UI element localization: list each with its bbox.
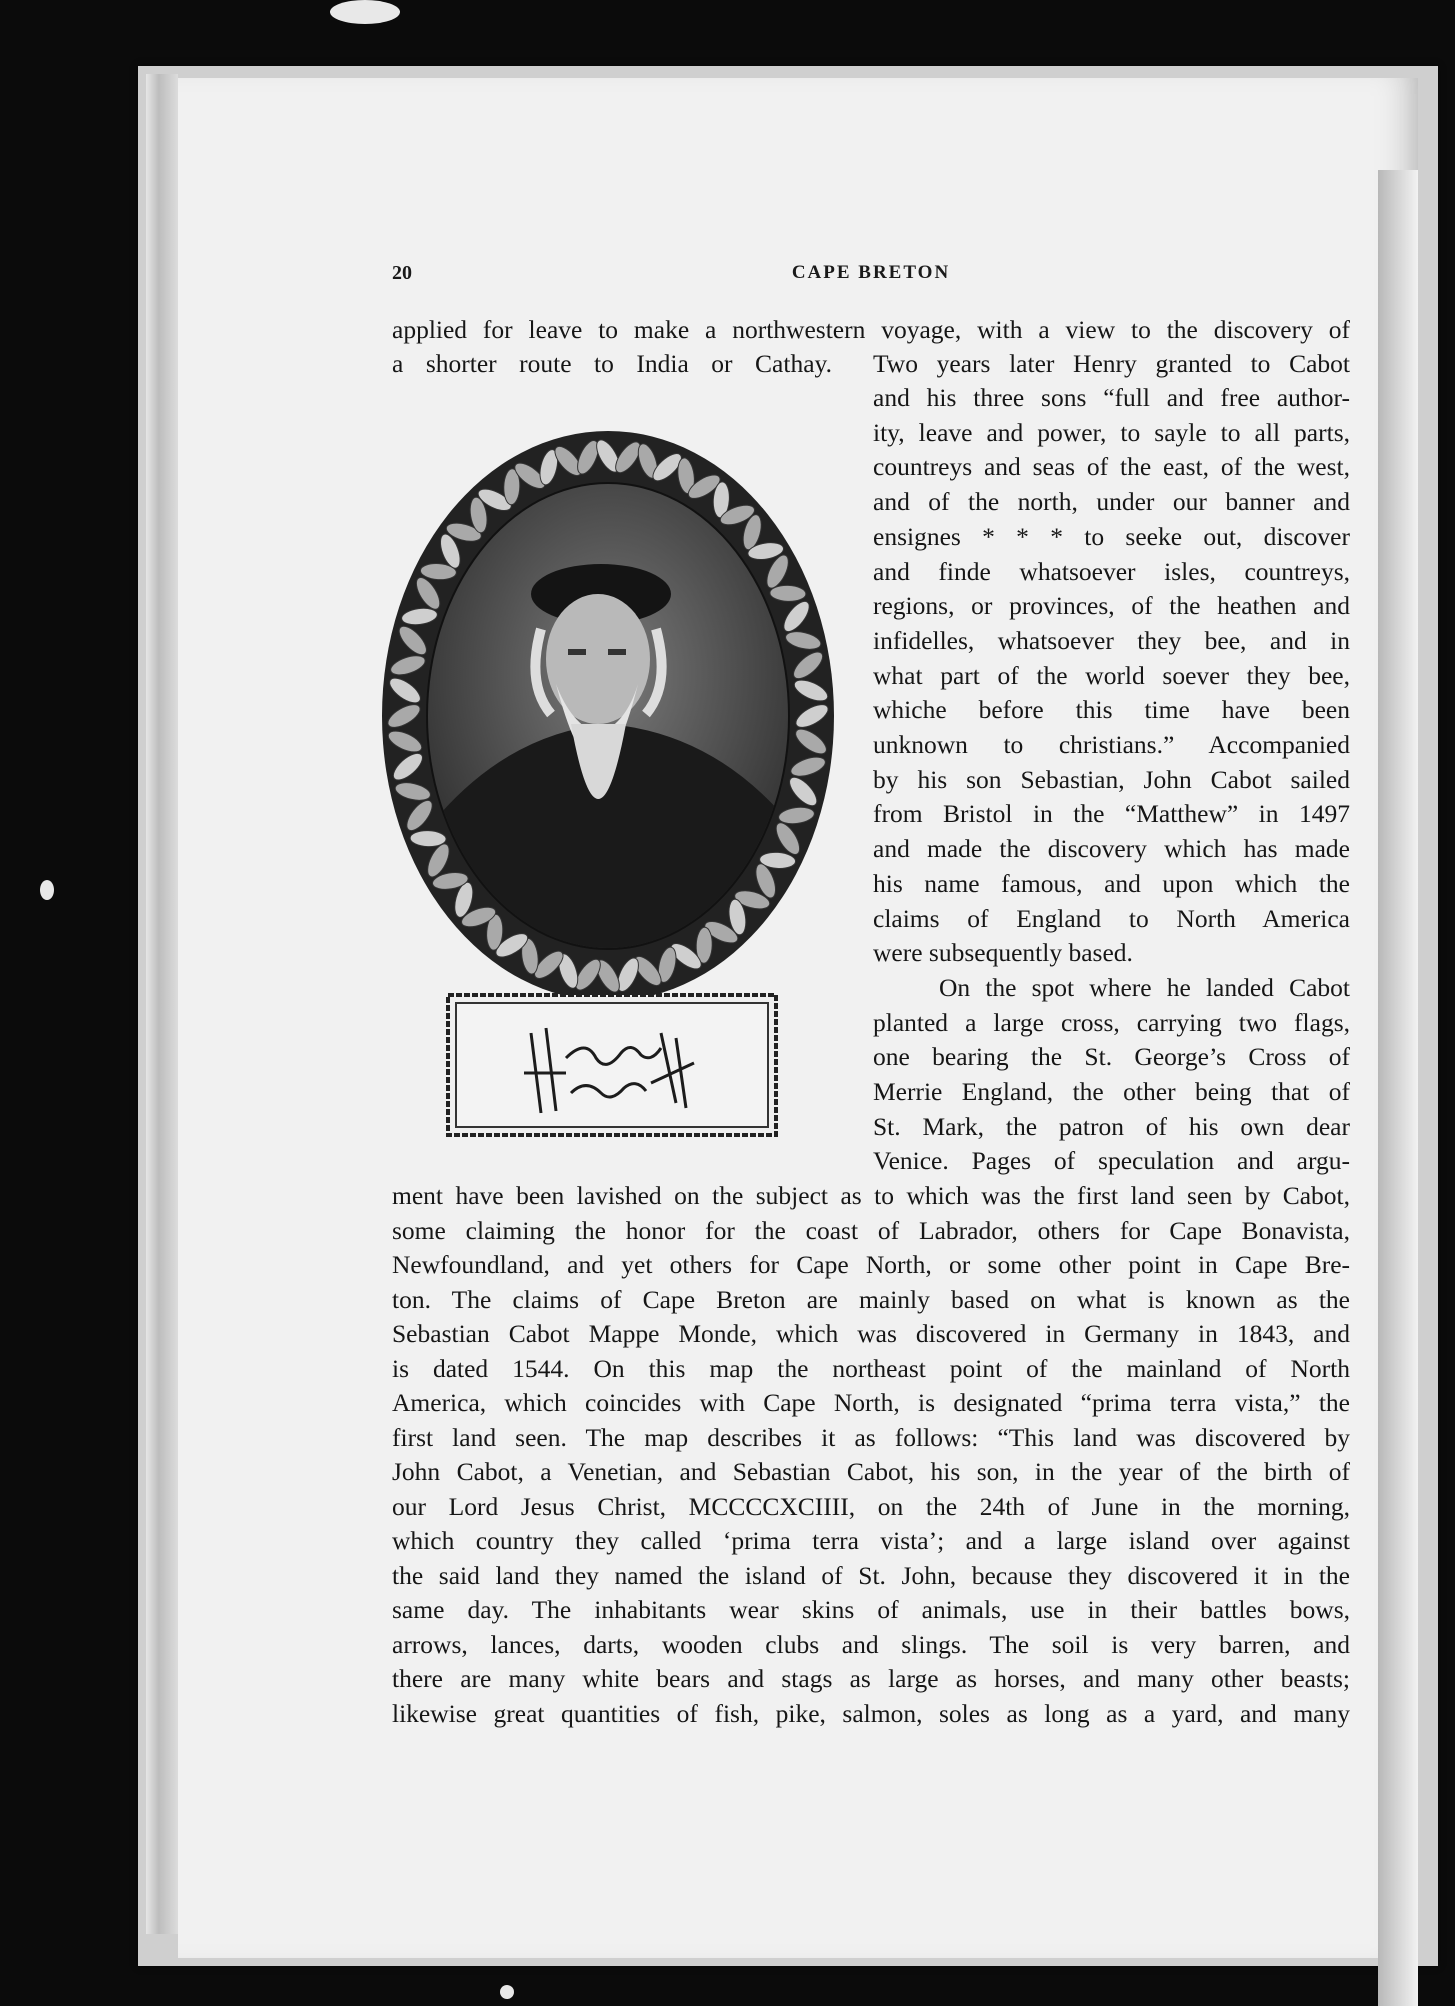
text-line: Two years later Henry granted to Cabot [873,349,1350,378]
text-line: what part of the world soever they bee, [873,660,1350,690]
running-head: CAPE BRETON [791,262,951,283]
text-line: unknown to christians.” Accompanied [873,730,1350,759]
text-line: Newfoundland, and yet others for Cape North, or some other point in Cape Bre- [392,1250,1350,1279]
text-line: which country they called ‘prima terra vista’; and a large island over against [392,1526,1350,1555]
text-line: claims of England to North America [873,903,1350,933]
text-line: and of the north, under our banner and [873,487,1350,517]
text-line: and his three sons “full and free author- [873,383,1350,412]
text-line: whiche before this time have been [873,695,1350,725]
text-line: planted a large cross, carrying two flags, [873,1007,1350,1037]
text-line: a shorter route to India or Cathay. [392,349,832,378]
text-line: infidelles, whatsoever they bee, and in [873,625,1350,655]
text-line: America, which coincides with Cape North, is designated “prima terra vista,” the [392,1388,1350,1417]
film-speck [500,1985,514,1999]
page-header [392,262,1350,292]
text-line: On the spot where he landed Cabot [939,972,1350,1002]
portrait-illustration [376,424,840,1056]
text-line: ity, leave and power, to sayle to all parts, [873,417,1350,447]
text-line: ment have been lavished on the subject as to which was the first land seen by Cabot, [392,1181,1350,1210]
text-line: St. Mark, the patron of his own dear [873,1111,1350,1141]
text-line: and finde whatsoever isles, countreys, [873,556,1350,586]
text-line: same day. The inhabitants wear skins of animals, use in their battles bows, [392,1595,1350,1624]
text-line: there are many white bears and stags as large as horses, and many other beasts; [392,1664,1350,1693]
text-line: Sebastian Cabot Mappe Monde, which was discovered in Germany in 1843, and [392,1319,1350,1348]
text-line: arrows, lances, darts, wooden clubs and slings. The soil is very barren, and [392,1629,1350,1659]
text-line: ensignes * * * to seeke out, discover [873,521,1350,551]
text-line: were subsequently based. [873,938,1133,968]
text-line: Merrie England, the other being that of [873,1077,1350,1106]
text-line: one bearing the St. George’s Cross of [873,1042,1350,1072]
text-line: applied for leave to make a northwestern voyage, with a view to the discovery of [392,315,1350,344]
text-line: Venice. Pages of speculation and argu- [873,1146,1350,1176]
text-line: countreys and seas of the east, of the west, [873,452,1350,482]
text-line: by his son Sebastian, John Cabot sailed [873,764,1350,794]
text-line: likewise great quantities of fish, pike, salmon, soles as long as a yard, and many [392,1698,1350,1728]
text-line: John Cabot, a Venetian, and Sebastian Cabot, his son, in the year of the birth of [392,1457,1350,1486]
text-line: some claiming the honor for the coast of Labrador, others for Cape Bonavista, [392,1215,1350,1245]
page-stack-edge [146,74,178,1934]
page-gutter-shadow [1378,170,1418,2006]
text-line: ton. The claims of Cape Breton are mainly based on what is known as the [392,1284,1350,1314]
text-line: his name famous, and upon which the [873,868,1350,898]
text-line: from Bristol in the “Matthew” in 1497 [873,799,1350,829]
film-speck [330,0,400,24]
text-line: the said land they named the island of St. John, because they discovered it in the [392,1560,1350,1590]
text-line: our Lord Jesus Christ, MCCCCXCIIII, on the 24th of June in the morning, [392,1491,1350,1521]
text-line: is dated 1544. On this map the northeast point of the mainland of North [392,1353,1350,1383]
text-line: first land seen. The map describes it as follows: “This land was discovered by [392,1422,1350,1452]
text-line: and made the discovery which has made [873,834,1350,864]
film-speck [40,880,54,900]
signature-panel [446,993,778,1137]
text-line: regions, or provinces, of the heathen and [873,591,1350,621]
page-number: 20 [392,262,412,284]
